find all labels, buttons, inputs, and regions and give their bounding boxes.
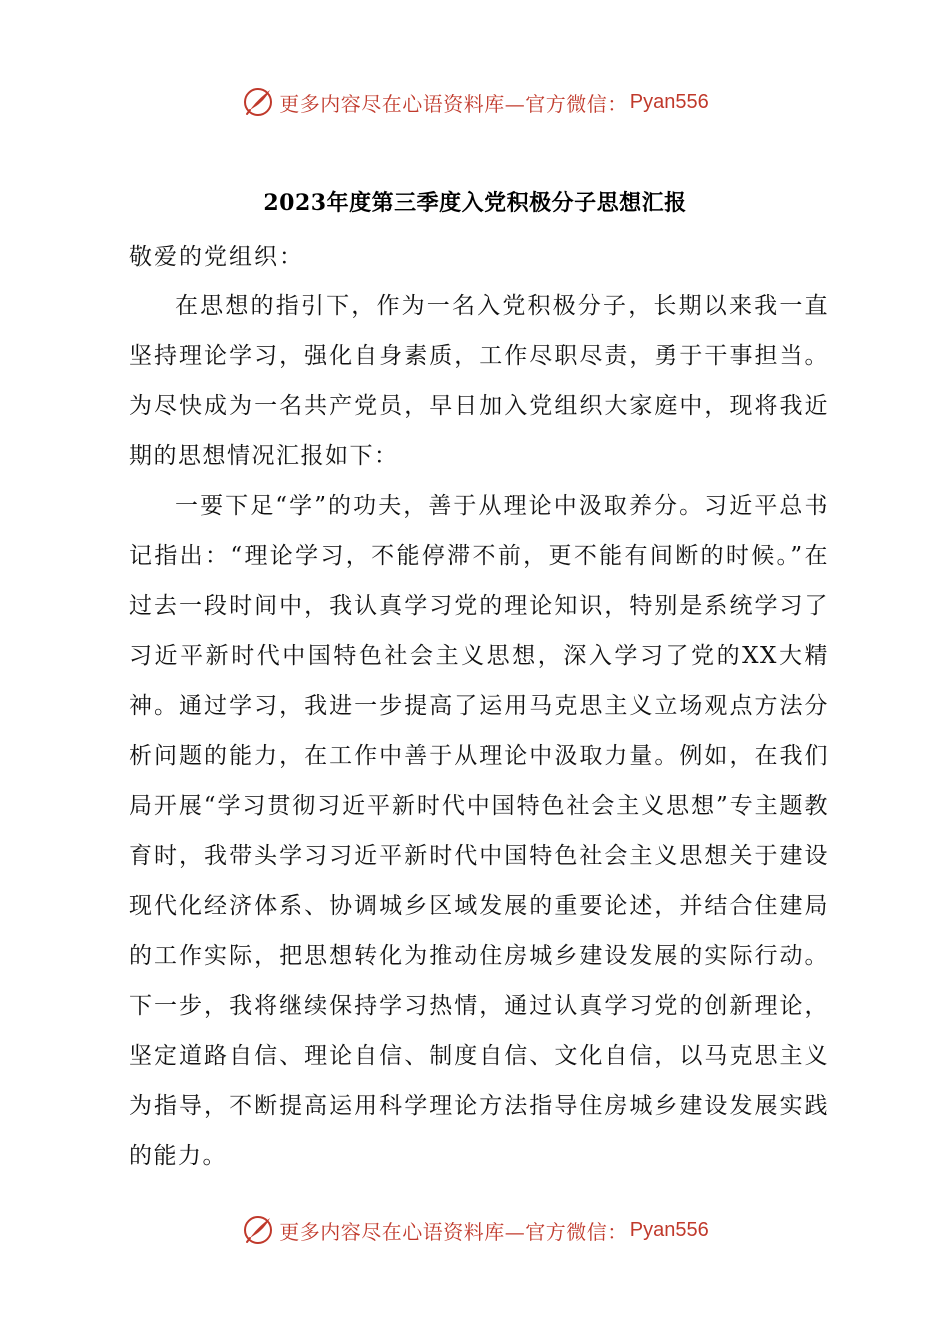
document-title: 2023年度第三季度入党积极分子思想汇报	[263, 190, 687, 216]
document-body	[129, 281, 829, 1181]
paragraph-study: 一要下足“学”的功夫，善于从理论中汲取养分。习近平总书记指出：“理论学习，不能停滞不前，更不能有间断的时候。”在过去一段时间中，我认真学习党的理论知识，特别是系统学习了习近平新时代中国特色社会主义思想，深入学习了党的XX大精神。通过学习，我进一步提高了运用马克思主义立场观点方法分析问题的能力，在工作中善于从理论中汲取力量。例如，在我们局开展“学习贯彻习近平新时代中国特色社会主义思想”专主题教育时，我带头学习习近平新时代中国特色社会主义思想关于建设现代化经济体系、协调城乡区域发展的重要论述，并结合住建局的工作实际，把思想转化为推动住房城乡建设发展的实际行动。下一步，我将继续保持学习热情，通过认真学习党的创新理论，坚定道路自信、理论自信、制度自信、文化自信，以马克思主义为指导，不断提高运用科学理论方法指导住房城乡建设发展实践的能力。	[129, 493, 829, 1169]
paragraph-intro: 在思想的指引下，作为一名入党积极分子，长期以来我一直坚持理论学习，强化自身素质，工作尽职尽责，勇于干事担当。为尽快成为一名共产党员，早日加入党组织大家庭中，现将我近期的思想情况汇报如下：	[129, 293, 829, 469]
watermark-wechat-id: Pyan556	[629, 90, 709, 113]
watermark-banner-top	[0, 82, 950, 122]
salutation: 敬爱的党组织：	[129, 244, 304, 270]
quill-logo-icon	[241, 85, 275, 119]
quill-logo-icon	[241, 1213, 275, 1247]
watermark-text: 更多内容尽在心语资料库—官方微信：	[279, 91, 628, 116]
watermark-wechat-id: Pyan556	[629, 1218, 709, 1241]
watermark-text: 更多内容尽在心语资料库—官方微信：	[279, 1219, 628, 1244]
watermark-banner-bottom	[0, 1210, 950, 1250]
